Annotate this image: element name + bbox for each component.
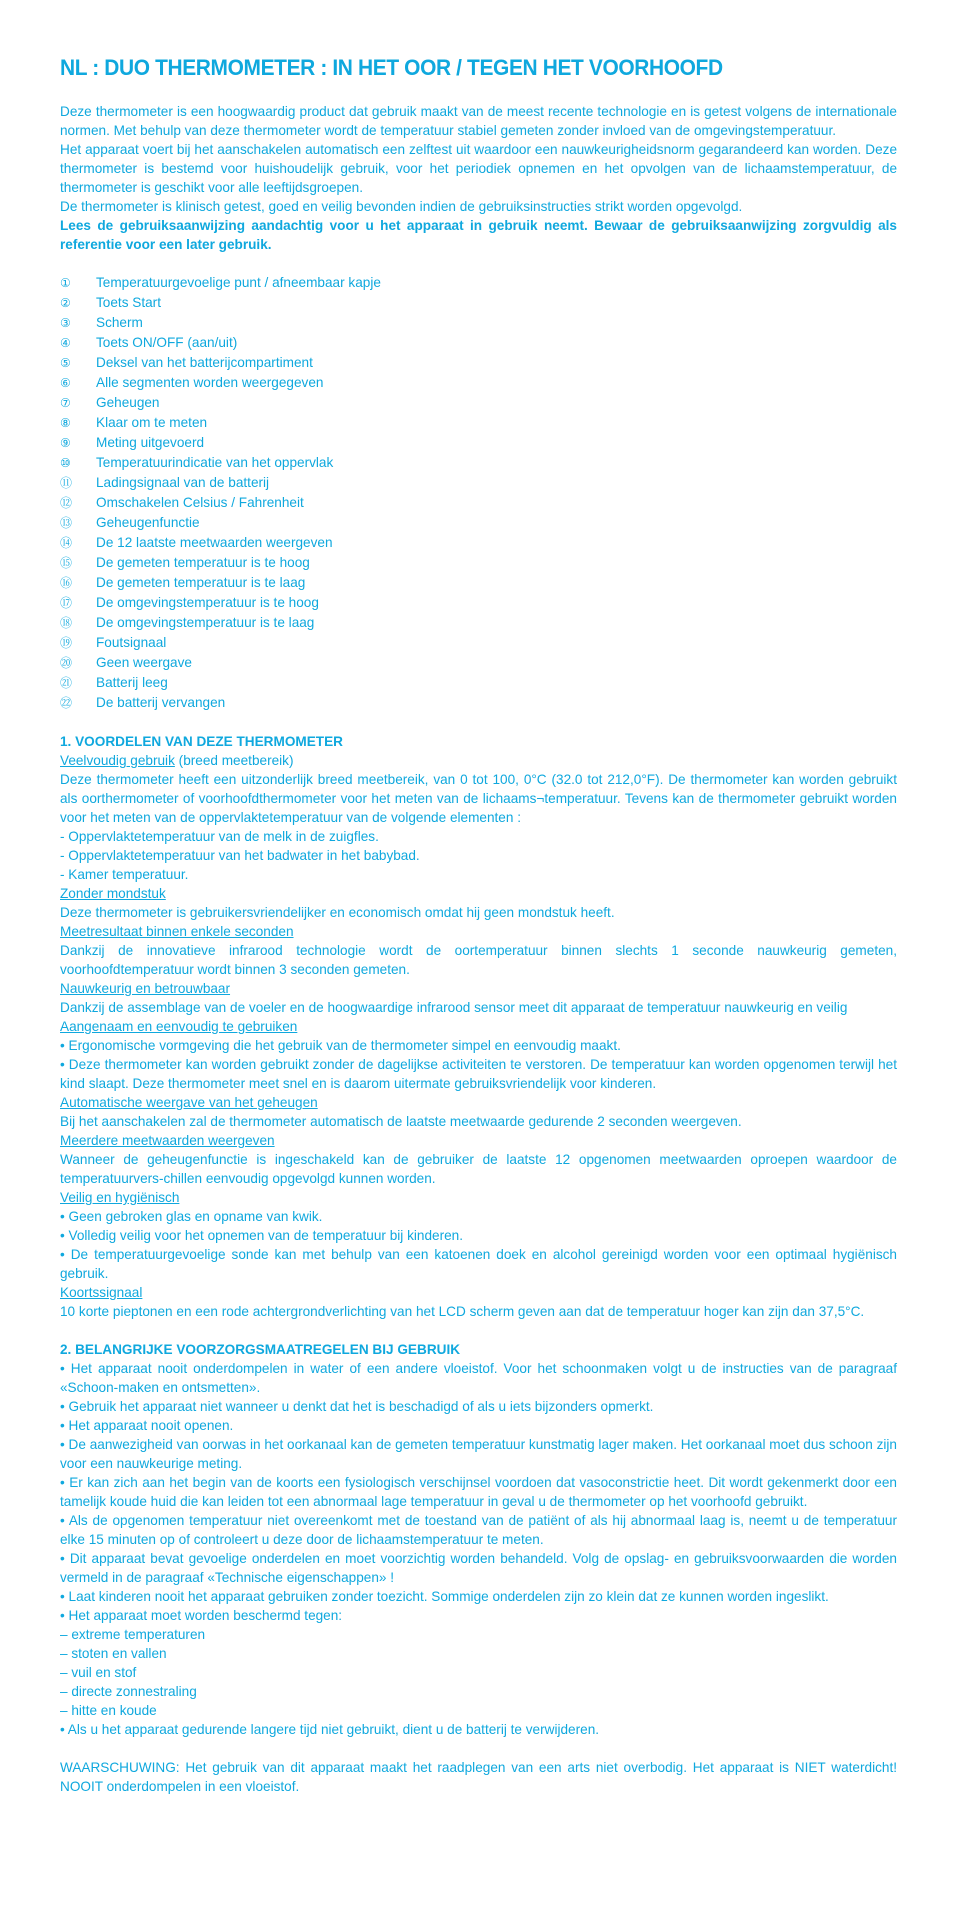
item-label: Toets Start [96,295,161,310]
list-item [60,613,897,633]
subheading [60,884,897,903]
intro-bold-paragraph: Lees de gebruiksaanwijzing aandachtig voor u het apparaat in gebruik neemt. Bewaar de gebruiksaanwijzing zorgvuldig als referentie voor een later gebruik. [60,218,897,252]
item-label: Batterij leeg [96,675,168,690]
paragraph: • Het apparaat nooit onderdompelen in water of een andere vloeistof. Voor het schoonmaken volgt u de instructies van de paragraaf «Schoon-maken en ontsmetten». [60,1361,897,1395]
list-item [60,673,897,693]
item-number: ④ [60,336,71,350]
item-label: Ladingsignaal van de batterij [96,475,270,490]
subheading [60,1131,897,1150]
subheading-title: Zonder mondstuk [60,886,166,901]
list-item [60,393,897,413]
item-label: De omgevingstemperatuur is te hoog [96,595,319,610]
paragraph: Deze thermometer is gebruikersvriendelijker en economisch omdat hij geen mondstuk heeft. [60,905,615,920]
list-item [60,633,897,653]
item-label: Alle segmenten worden weergegeven [96,375,324,390]
subheading [60,1283,897,1302]
section-advantages [60,732,897,1321]
section-heading: 1. VOORDELEN VAN DEZE THERMOMETER [60,734,343,749]
paragraph: Bij het aanschakelen zal de thermometer automatisch de laatste meetwaarde gedurende 2 seconden weergeven. [60,1114,742,1129]
subheading [60,1093,897,1112]
list-item [60,693,897,713]
item-number: ⑧ [60,416,71,430]
paragraph: • Ergonomische vormgeving die het gebruik van de thermometer simpel en eenvoudig maakt. [60,1038,621,1053]
paragraph: • Als u het apparaat gedurende langere tijd niet gebruikt, dient u de batterij te verwijderen. [60,1722,600,1737]
item-label: Foutsignaal [96,635,167,650]
item-label: Deksel van het batterijcompartiment [96,355,313,370]
list-item [60,453,897,473]
paragraph: – stoten en vallen [60,1646,167,1661]
list-item [60,273,897,293]
paragraph: • Het apparaat moet worden beschermd tegen: [60,1608,343,1623]
paragraph: • Geen gebroken glas en opname van kwik. [60,1209,323,1224]
list-item [60,313,897,333]
item-number: ③ [60,316,71,330]
subheading [60,1017,897,1036]
list-item [60,533,897,553]
subheading [60,1188,897,1207]
subheading-title: Koortssignaal [60,1285,143,1300]
paragraph: • Dit apparaat bevat gevoelige onderdelen en moet voorzichtig worden behandeld. Volg de opslag- en gebruiksvoorwaarden die worden vermeld in de paragraaf «Technische eigenschappen» ! [60,1551,897,1585]
paragraph: • Er kan zich aan het begin van de koorts een fysiologisch verschijnsel voordoen dat vasoconstrictie heet. Dit wordt gekenmerkt door een tamelijk koude huid die kan leiden tot een abnormaal lage temperatuur in geval u de thermometer op het voorhoofd gebruikt. [60,1475,897,1509]
list-item [60,333,897,353]
section-precautions [60,1340,897,1739]
list-item [60,493,897,513]
paragraph: – directe zonnestraling [60,1684,197,1699]
item-label: Temperatuurgevoelige punt / afneembaar kapje [96,275,381,290]
list-item [60,513,897,533]
item-label: De gemeten temperatuur is te laag [96,575,306,590]
paragraph: – hitte en koude [60,1703,157,1718]
parts-list [60,273,897,713]
item-label: De gemeten temperatuur is te hoog [96,555,310,570]
item-label: Omschakelen Celsius / Fahrenheit [96,495,304,510]
paragraph: - Kamer temperatuur. [60,867,189,882]
intro-paragraph: De thermometer is klinisch getest, goed en veilig bevonden indien de gebruiksinstructies strikt worden opgevolgd. [60,199,743,214]
subheading-title: Veilig en hygiënisch [60,1190,180,1205]
subheading-title: Veelvoudig gebruik [60,753,175,768]
paragraph: • Deze thermometer kan worden gebruikt zonder de dagelijkse activiteiten te verstoren. De temperatuur kan worden opgenomen terwijl het kind slaapt. Deze thermometer meet snel en is daarom uitermate gebruiksvriendelijk voor kinderen. [60,1057,897,1091]
list-item [60,373,897,393]
warning-paragraph: WAARSCHUWING: Het gebruik van dit apparaat maakt het raadplegen van een arts niet overbodig. Het apparaat is NIET waterdicht! NOOIT onderdompelen in een vloeistof. [60,1760,897,1794]
paragraph: – vuil en stof [60,1665,137,1680]
page-title: NL : DUO THERMOMETER : IN HET OOR / TEGEN HET VOORHOOFD [60,55,723,80]
list-item [60,593,897,613]
paragraph: • De aanwezigheid van oorwas in het oorkanaal kan de gemeten temperatuur kunstmatig lager maken. Het oorkanaal moet dus schoon zijn voor een nauwkeurige meting. [60,1437,897,1471]
item-label: De batterij vervangen [96,695,226,710]
subheading-note: (breed meetbereik) [174,753,294,768]
list-item [60,413,897,433]
item-number: ㉑ [60,676,73,690]
item-label: Geheugenfunctie [96,515,200,530]
item-label: Toets ON/OFF (aan/uit) [96,335,238,350]
subheading-title: Automatische weergave van het geheugen [60,1095,318,1110]
item-label: Scherm [96,315,143,330]
paragraph: • Het apparaat nooit openen. [60,1418,234,1433]
item-label: De 12 laatste meetwaarden weergeven [96,535,333,550]
list-item [60,653,897,673]
item-number: ⑯ [60,576,73,590]
item-number: ⑫ [60,496,73,510]
paragraph: Wanneer de geheugenfunctie is ingeschakeld kan de gebruiker de laatste 12 opgenomen meetwaarden oproepen waardoor de temperatuurvers-chillen eenvoudig opgevolgd kunnen worden. [60,1152,897,1186]
item-number: ① [60,276,71,290]
subheading [60,751,897,770]
item-number: ⑱ [60,616,73,630]
list-item [60,553,897,573]
item-number: ⑬ [60,516,73,530]
intro-paragraph: Deze thermometer is een hoogwaardig product dat gebruik maakt van de meest recente technologie en is getest volgens de internationale normen. Met behulp van deze thermometer wordt de temperatuur stabiel gemeten zonder invloed van de omgevingstemperatuur. [60,104,897,138]
subheading-title: Meerdere meetwaarden weergeven [60,1133,275,1148]
paragraph: Dankzij de assemblage van de voeler en de hoogwaardige infrarood sensor meet dit apparaat de temperatuur nauwkeurig en veilig [60,1000,848,1015]
paragraph: - Oppervlaktetemperatuur van de melk in de zuigfles. [60,829,379,844]
list-item [60,573,897,593]
subheading [60,922,897,941]
paragraph: - Oppervlaktetemperatuur van het badwater in het babybad. [60,848,420,863]
paragraph: • Gebruik het apparaat niet wanneer u denkt dat het is beschadigd of als u iets bijzonders opmerkt. [60,1399,654,1414]
paragraph: • Volledig veilig voor het opnemen van de temperatuur bij kinderen. [60,1228,463,1243]
subheading-title: Aangenaam en eenvoudig te gebruiken [60,1019,298,1034]
item-number: ② [60,296,71,310]
item-label: Geheugen [96,395,160,410]
document-page [60,55,897,1796]
list-item [60,473,897,493]
paragraph: • Als de opgenomen temperatuur niet overeenkomt met de toestand van de patiënt of als hij abnormaal laag is, neemt u de temperatuur elke 15 minuten op of controleert u deze door de lichaamstemperatuur te meten. [60,1513,897,1547]
section-heading: 2. BELANGRIJKE VOORZORGSMAATREGELEN BIJ GEBRUIK [60,1342,461,1357]
paragraph: Dankzij de innovatieve infrarood technologie wordt de oortemperatuur binnen slechts 1 seconde nauwkeurig gemeten, voorhoofdtemperatuur wordt binnen 3 seconden gemeten. [60,943,897,977]
item-label: Klaar om te meten [96,415,208,430]
item-label: Meting uitgevoerd [96,435,205,450]
paragraph: 10 korte pieptonen en een rode achtergrondverlichting van het LCD scherm geven aan dat de temperatuur hoger kan zijn dan 37,5°C. [60,1304,865,1319]
item-number: ⑪ [60,476,73,490]
paragraph: – extreme temperaturen [60,1627,206,1642]
subheading-title: Nauwkeurig en betrouwbaar [60,981,231,996]
paragraph: Deze thermometer heeft een uitzonderlijk breed meetbereik, van 0 tot 100, 0°C (32.0 tot 212,0°F). De thermometer kan worden gebruikt als oorthermometer of voorhoofdthermometer voor het meten van de lichaams¬temperatuur. Tevens kan de thermometer gebruikt worden voor het meten van de oppervlaktetemperatuur van de volgende elementen : [60,772,897,825]
item-number: ㉒ [60,696,73,710]
item-number: ⑮ [60,556,73,570]
item-number: ⑤ [60,356,71,370]
list-item [60,293,897,313]
item-number: ⑦ [60,396,71,410]
item-number: ⑨ [60,436,71,450]
item-number: ⑥ [60,376,71,390]
list-item [60,353,897,373]
item-label: Temperatuurindicatie van het oppervlak [96,455,334,470]
list-item [60,433,897,453]
item-number: ⑩ [60,456,71,470]
paragraph: • Laat kinderen nooit het apparaat gebruiken zonder toezicht. Sommige onderdelen zijn zo klein dat ze kunnen worden ingeslikt. [60,1589,829,1604]
item-label: De omgevingstemperatuur is te laag [96,615,315,630]
intro-section [60,102,897,254]
item-number: ⑭ [60,536,73,550]
intro-paragraph: Het apparaat voert bij het aanschakelen automatisch een zelftest uit waardoor een nauwkeurigheidsnorm gegarandeerd kan worden. Deze thermometer is bestemd voor huishoudelijk gebruik, voor het periodiek opnemen en het opvolgen van de lichaamstemperatuur, de thermometer is geschikt voor alle leeftijdsgroepen. [60,142,897,195]
item-number: ⑰ [60,596,73,610]
paragraph: • De temperatuurgevoelige sonde kan met behulp van een katoenen doek en alcohol gereinigd worden voor een optimaal hygiënisch gebruik. [60,1247,897,1281]
item-label: Geen weergave [96,655,192,670]
item-number: ⑳ [60,656,73,670]
item-number: ⑲ [60,636,73,650]
subheading [60,979,897,998]
subheading-title: Meetresultaat binnen enkele seconden [60,924,294,939]
